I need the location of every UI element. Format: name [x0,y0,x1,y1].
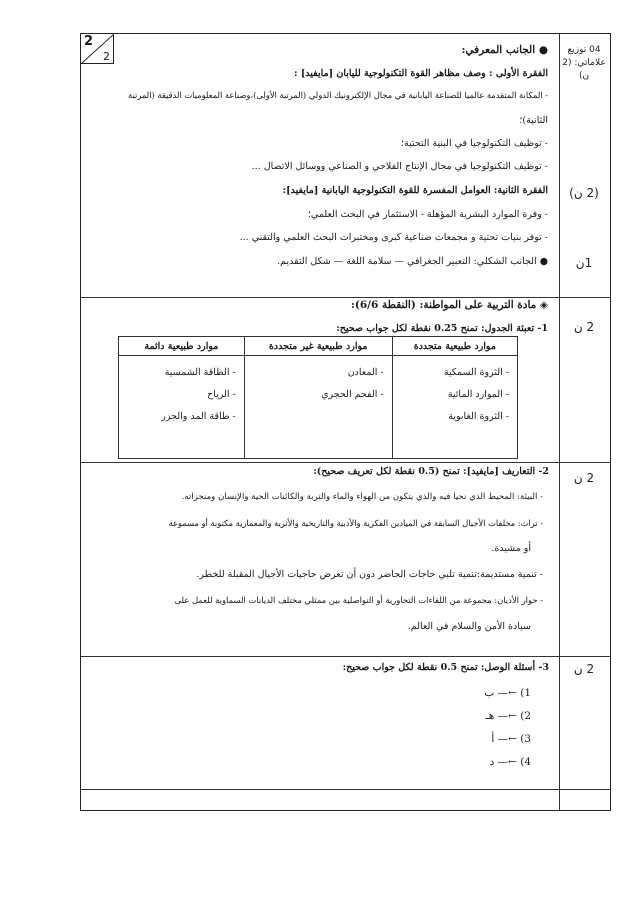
paragraph-1-line: - توظيف التكنولوجيا في البنية التحتية؛ [400,138,548,149]
match-answer: 3) ←— أ [491,733,531,745]
definition-environment: - البيئة: المحيط الذي نحيا فيه والذي يتكون من الهواء والماء والتربة والكائنات الحية والإنسان ومنجزاته. [181,492,543,502]
knowledge-heading: ● الجانب المعرفي: [461,44,548,56]
question-2-title: 2- التعاريف [مايفيد]: تمنح (0.5 نقطة لكل تعريف صحيح): [313,466,549,477]
mark-paragraph-2: (2 ن) [569,186,599,200]
civics-title: ◈ مادة التربية على المواطنة: (النقطة 6/6): [351,299,548,311]
table-item: - المعادن [347,367,384,378]
mark-form: 1ن [575,256,593,270]
definition-interfaith: - حوار الأديان: مجموعة من اللقاءات التحاورية أو التواصلية بين ممثلي مختلف الديانات السماوية للعمل على [174,595,543,605]
paragraph-2-title: الفقرة الثانية: العوامل المفسرة للقوة التكنولوجية اليابانية [مايفيد]: [282,185,548,196]
definition-sustainable-dev: - تنمية مستديمة:تنمية تلبي حاجات الحاضر دون أن تعرض حاجيات الأجيال المقبلة للخطر. [196,569,543,580]
table-item: - الرياح [207,389,236,400]
question-1-title: 1- تعبئة الجدول: تمنح 0.25 نقطة لكل جواب صحيح: [336,323,548,334]
paragraph-2-line: - وفرة الموارد البشرية المؤهلة - الاستثمار في البحث العلمي؛ [307,209,548,220]
table-item: - الثروة الغابوية [448,411,509,422]
paragraph-1-line: - المكانة المتقدمة عالميا للصناعة اليابانية في مجال الإلكترونيك الدولي (المرتبة الأولى)،وصناعة المعلوميات الدقيقة (المرتبة [128,90,548,100]
table-cell [392,356,517,459]
match-answer: 2) ←— هـ [485,710,531,722]
page-total: 2 [103,50,110,63]
table-item: - الطاقة الشمسية [164,367,236,378]
definition-heritage: - تراث: مخلفات الأجيال السابقة في الميادين الفكرية والأدبية والتاريخية والأثرية والمعمارية مكتوبة أو مسموعة [168,518,543,528]
definition-heritage-cont: أو مشيدة. [491,543,531,554]
paragraph-1-line: الثانية)؛ [519,115,548,126]
table-header: موارد طبيعية متجددة [392,337,517,356]
table-cell [119,356,245,459]
table-header: موارد طبيعية دائمة [119,337,245,356]
paragraph-1-line: - توظيف التكنولوجيا في مجال الإنتاج الفلاحي و الصناعي ووسائل الاتصال ... [251,161,548,172]
match-answer: 1) ←— ب [484,687,531,699]
form-criteria: ● الجانب الشكلي: التعبير الجغرافي — سلامة اللغة — شكل التقديم. [277,256,548,267]
match-answer: 4) ←— د [489,756,531,768]
definition-interfaith-cont: سيادة الأمن والسلام في العالم. [407,621,531,632]
page-number-box [81,34,114,64]
mark-definitions: 2 ن [573,471,595,485]
table-item: - الثروة السمكية [443,367,509,378]
table-cell [244,356,392,459]
marks-column-divider [559,34,560,810]
table-item: - الفحم الحجري [321,389,384,400]
section-divider [81,462,610,463]
section-divider [81,789,610,790]
paragraph-2-line: - توفر بنيات تحتية و مجمعات صناعية كبرى ومختبرات البحث العلمي والتقني ... [239,232,548,243]
table-header: موارد طبيعية غير متجددة [244,337,392,356]
table-item: - طاقة المد والجزر [161,411,236,422]
page-number: 2 [84,34,94,49]
marks-header: 04 توزيع علاماتي: (2 ن) [562,45,606,81]
section-divider [81,297,610,298]
question-3-title: 3- أسئلة الوصل: تمنح 0.5 نقطة لكل جواب صحيح: [342,662,549,673]
mark-table: 2 ن [573,320,595,334]
table-item: - الموارد المائية [447,389,509,400]
mark-matching: 2 ن [573,662,595,676]
resources-table [118,336,518,459]
paragraph-1-title: الفقرة الأولى : وصف مظاهر القوة التكنولوجية لليابان [مايفيد] : [294,68,548,79]
section-divider [81,656,610,657]
